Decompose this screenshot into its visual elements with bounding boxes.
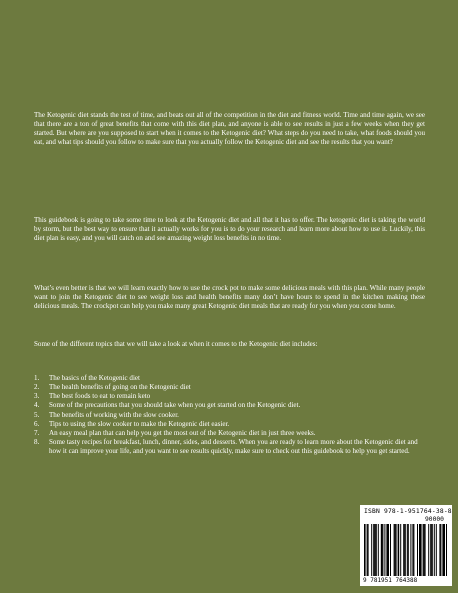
- paragraph-2: This guidebook is going to take some time to look at the Ketogenic diet and all that it has to offer. The ketogenic diet is taking the world by storm, but the best way to ensure that it actually works for you is to do your research and learn more about how to use it. Luckily, this diet plan is easy, and you will catch on and see amazing weight loss benefits in no time.: [34, 216, 425, 243]
- isbn-label: ISBN 978-1-951764-38-8: [364, 508, 452, 515]
- list-text: The health benefits of going on the Ketogenic diet: [49, 383, 191, 392]
- list-item: [34, 420, 429, 429]
- list-item: [34, 374, 429, 383]
- list-item: [34, 438, 429, 456]
- list-text: The basics of the Ketogenic diet: [49, 374, 140, 382]
- list-text: Tips to using the slow cooker to make the Ketogenic diet easier.: [49, 419, 230, 428]
- list-item: [34, 383, 429, 392]
- list-item: [34, 411, 429, 420]
- list-number: 5.: [34, 410, 40, 419]
- list-text: The best foods to eat to remain keto: [49, 392, 151, 401]
- list-text: Some of the precautions that you should take when you get started on the Ketogenic diet.: [49, 401, 301, 410]
- paragraph-3: What’s even better is that we will learn exactly how to use the crock pot to make some delicious meals with this plan. While many people want to join the Ketogenic diet to see weight loss and health benefits many don’t have hours to spend in the kitchen making these delicious meals. The crockpot can help you make many great Ketogenic diet meals that are ready for you when you come home.: [34, 284, 425, 311]
- list-item: [34, 429, 429, 438]
- intro-paragraph: [34, 111, 425, 148]
- list-text: An easy meal plan that can help you get the most out of the Ketogenic diet in just three weeks.: [49, 428, 316, 437]
- list-number: 3.: [34, 392, 40, 401]
- list-number: 2.: [34, 383, 40, 392]
- paragraph-1: The Ketogenic diet stands the test of time, and beats out all of the competition in the diet and fitness world. Time and time again, we see that there are a ton of great benefits that come with this diet plan, and anyone is able to see results in just a few weeks when they get started. But where are you supposed to start when it comes to the Ketogenic diet? What steps do you need to take, what foods should you eat, and what tips should you follow to make sure that you actually follow the Ketogenic diet and see the results that you want?: [34, 111, 425, 147]
- list-item: [34, 392, 429, 401]
- crockpot-paragraph: [34, 284, 425, 311]
- list-number: 1.: [34, 374, 40, 382]
- list-number: 6.: [34, 419, 40, 428]
- list-number: 7.: [34, 428, 40, 437]
- topics-list: [34, 374, 429, 456]
- list-text: Some tasty recipes for breakfast, lunch, dinner, sides, and desserts. When you are ready to learn more about the Ketogenic diet and how it can improve your life, and you want to see results quickly, make sure to check out this guidebook to help you get started.: [49, 438, 418, 456]
- barcode-bars: [364, 524, 448, 576]
- list-item: [34, 401, 429, 410]
- paragraph-4: Some of the different topics that we will take a look at when it comes to the Ketogenic diet includes:: [34, 340, 318, 348]
- isbn-barcode: [360, 505, 452, 586]
- price-addon: 90000: [425, 516, 444, 523]
- list-text: The benefits of working with the slow cooker.: [49, 410, 179, 419]
- list-number: 8.: [34, 438, 40, 447]
- barcode-number: 9 781951 764388: [363, 577, 418, 584]
- list-number: 4.: [34, 401, 40, 410]
- topics-intro-paragraph: [34, 340, 425, 349]
- guidebook-paragraph: [34, 216, 425, 243]
